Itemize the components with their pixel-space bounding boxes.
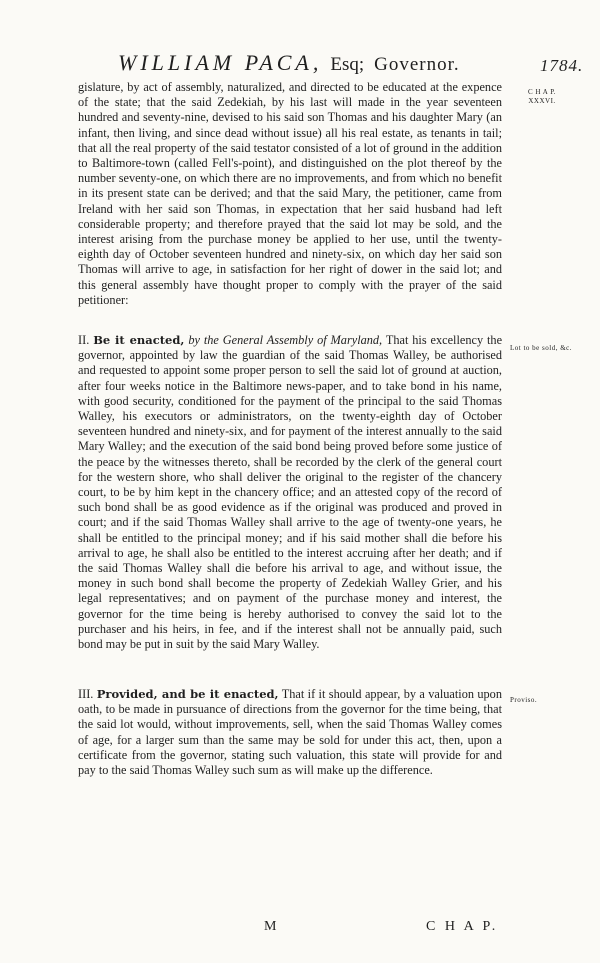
margin-chap-label: C H A P. xyxy=(527,88,557,96)
header-title: Governor. xyxy=(374,54,460,75)
header-name: WILLIAM PACA, xyxy=(118,50,323,75)
section-2-number: II. xyxy=(78,333,90,347)
section-2-text: That his excellency the governor, appointed by law the guardian of the said Thomas Walley, be authorised and requested to appoint some proper person to sell the said lot of ground at auction, after four weeks notice in the Baltimore news-paper, and to take bond in his name, with good security, conditioned for the payment of the principal to the said Thomas Walley, his executors or administrators, on the twenty-eighth day of October seventeen hundred and ninety-six, and for payment of the interest annually to the said Mary Walley; and the execution of the said bond being proved before some justice of the peace by the witnesses thereto, shall be recorded by the clerk of the general court for the western shore, who shall deliver the original to the register of the chancery court, to be by him kept in the chancery office; and an attested copy of the record of such bond shall be as good evidence as if the original was produced and proved in court; and if the said Thomas Walley shall arrive to the age of twenty-one years, he shall be entitled to the principal money; and if his said mother shall die before his arrival to age, he shall also be entitled to the interest accruing after her death; and if the said Thomas Walley shall die before his arrival to age, and without issue, the money in such bond shall become the property of Zedekiah Walley Grier, and his legal representatives; and on payment of the purchase money and interest, the governor for the time being is hereby authorised to convey the said lot to the purchaser and his heirs, in fee, and if the interest shall not be annually paid, such bond may be put in suit by the said Mary Walley. xyxy=(78,333,503,652)
running-head xyxy=(118,50,548,76)
margin-note-proviso: Proviso. xyxy=(510,696,538,704)
header-year: 1784. xyxy=(540,56,584,75)
section-3-enact: Provided, and be it enacted, xyxy=(96,687,279,701)
paragraph-1 xyxy=(78,80,502,308)
section-3-number: III. xyxy=(78,687,94,701)
catchword: C H A P. xyxy=(426,919,499,934)
margin-note-lot: Lot to be sold, &c. xyxy=(510,344,572,352)
margin-chapter-note xyxy=(516,88,568,106)
section-2-by: by the General Assembly of Maryland, xyxy=(188,333,383,347)
paragraph-3 xyxy=(78,687,502,778)
header-esq: Esq; xyxy=(330,54,365,75)
section-3-text: That if it should appear, by a valuation upon oath, to be made in pursuance of directions from the governor for the time being, that the said lot would, without improvements, sell, when the said Thomas Walley comes of age, for a larger sum than the same may be sold for under this act, then, upon a certificate from the governor, stating such valuation, this state will provide for and pay to the said Thomas Walley such sum as will make up the difference. xyxy=(78,687,502,778)
margin-chap-number: XXXVI. xyxy=(528,97,556,105)
signature-mark: M xyxy=(264,919,279,934)
paragraph-2 xyxy=(78,333,502,652)
paragraph-1-text: gislature, by act of assembly, naturalized, and directed to be educated at the expence of the state; that the said Zedekiah, by his last will made in the year seventeen hundred and seventy-nine, devised to his said son Thomas and his daughter Mary (an infant, then living, and since dead without issue) all his real estate, as tenants in tail; that all the real property of the said testator consisted of a lot of ground in the addition to Baltimore-town (called Fell's-point), and distinguished on the plot thereof by the number seventy-one, on which there are no improvements, and from which no benefit in its present state can be derived; and that the said Mary, the petitioner, came from Ireland with her said son Thomas, in expectation that her said husband had left considerable property; and therefore prayed that the said lot may be sold, and the interest arising from the purchase money be applied to her use, until the twenty-eighth day of October seventeen hundred and ninety-six, on which day her said son Thomas will arrive to age, in satisfaction for her right of dower in the said lot; and this general assembly have thought proper to comply with the prayer of the said petitioner: xyxy=(78,80,502,307)
section-2-enact: Be it enacted, xyxy=(93,333,185,347)
